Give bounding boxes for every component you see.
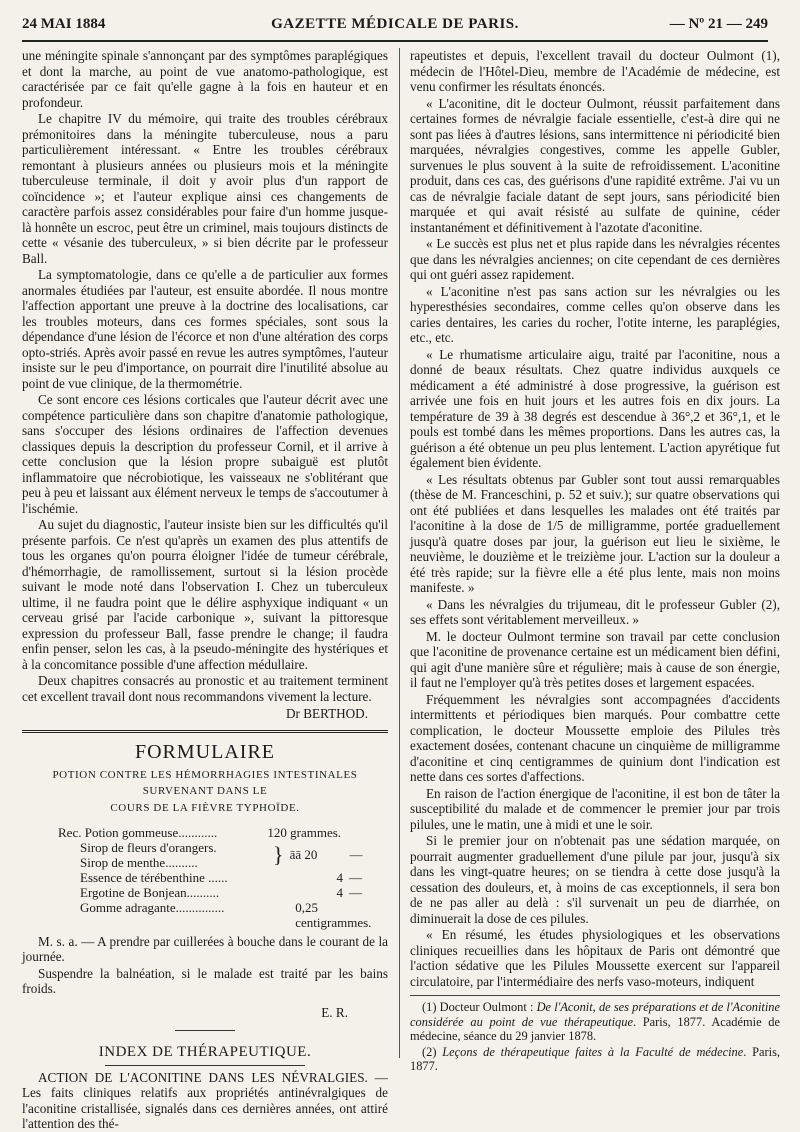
paragraph: « Dans les névralgies du trijumeau, dit le professeur Gubler (2), ses effets sont véritablement merveilleux. » <box>410 596 780 627</box>
recipe-ingredient: Essence de térébenthine ...... <box>80 869 228 885</box>
section-divider <box>22 730 388 733</box>
paragraph: Fréquemment les névralgies sont accompagnées d'accidents intermittents et périodiques bien marqués. Pour combattre cette complication, le docteur Moussette emploie des Pilules très exactement dosées, contenant chacune un cinquième de milligramme d'aconitine et cinq centigrammes de quinium dont l'indication est nette dans ces sortes d'affections. <box>410 691 780 784</box>
recipe-instructions: M. s. a. — A prendre par cuillerées à bouche dans le courant de la journée. <box>22 933 388 964</box>
paragraph: Si le premier jour on n'obtenait pas une sédation marquée, on pourrait augmenter graduellement d'une pilule par jour, jusqu'à six dans les vingt-quatre heures; on se tiendra à cette dose jusqu'à la cessation des douleurs, et, à moins de cas exceptionnels, il sera bon de ne pas aller au delà : s'il survenait un peu de diarrhée, on diminuerait la dose de ces pilules. <box>410 833 780 926</box>
recipe-row <box>58 855 273 870</box>
footnote-1 <box>410 1000 780 1044</box>
recipe-syrup-names <box>58 840 273 870</box>
footnote-text: . Paris, 1877. <box>410 1044 781 1073</box>
header-issue-page: — Nº 21 — 249 <box>669 16 768 32</box>
review-signature: Dr BERTHOD. <box>286 706 368 721</box>
recipe-row <box>58 885 388 900</box>
recipe-quantity: 4 <box>336 869 343 885</box>
short-divider <box>175 1030 235 1031</box>
footnote-text: . Paris, 1877. Académie de médecine, séance du 29 janvier 1878. <box>410 1014 781 1043</box>
footnote-text: (1) Docteur Oulmont : <box>422 1000 537 1014</box>
recipe-row <box>58 900 388 930</box>
index-title: INDEX DE THÉRAPEUTIQUE. <box>98 1044 312 1060</box>
right-column <box>410 48 781 1073</box>
recipe-list <box>58 825 388 930</box>
recipe-ingredient: Sirop de menthe.......... <box>80 854 198 870</box>
paragraph: « Les résultats obtenus par Gubler sont tout aussi remarquables (thèse de M. Franceschini, p. 52 et suiv.); sur quatre observations qui ont été publiées et dans lesquelles les malades ont été traités par l'aconitine à la dose de 1/5 de milligramme, portée graduellement jusqu'à quatre doses par jour, la guérison eut lieu le sixième, le neuvième, le douzième et le treizième jour. L'action sur la douleur a été très rapide; sur la fièvre elle a été plus lente, mais non moins manifeste. » <box>410 471 780 595</box>
index-title-underline <box>105 1065 305 1066</box>
recipe-unit: — <box>349 884 362 900</box>
paragraph: « Le succès est plus net et plus rapide dans les névralgies récentes que dans les névralgies anciennes; on cite cependant de ces dernières qui ont guéri assez rapidement. <box>410 236 780 282</box>
paragraph: En raison de l'action énergique de l'aconitine, il est bon de tâter la susceptibilité du malade et de commencer le premier jour par trois pilules, une le matin, une à midi et une le soir. <box>410 785 780 832</box>
recipe-row <box>58 870 388 885</box>
column-divider <box>399 48 400 1058</box>
paragraph: une méningite spinale s'annonçant par des symptômes paraplégiques et dont la marche, au point de vue anatomo-pathologique, est caractérisée par ce fait qu'elle gagne à la fois en hauteur et en profondeur. <box>22 48 388 110</box>
index-text: — Les faits cliniques relatifs aux propriétés antinévralgiques de l'aconitine cristallisée, signalés dans ces dernières années, ont attiré l'attention des thé- <box>22 1069 388 1131</box>
paragraph: « L'aconitine n'est pas sans action sur les névralgies ou les hyperesthésies secondaires, comme celles qu'on observe dans les caries dentaires, les caries du rocher, l'otite interne, les paraplégies, etc., etc. <box>410 283 780 345</box>
paragraph: rapeutistes et depuis, l'excellent travail du docteur Oulmont (1), médecin de l'Hôtel-Dieu, membre de l'Académie de médecine, est venu confirmer les résultats énoncés. <box>410 48 780 94</box>
paragraph: « En résumé, les études physiologiques et les observations cliniques recueillies dans les hôpitaux de Paris ont démontré que l'action sédative que les Pilules Moussette exercent sur l'appareil circulatoire, par l'intermédiaire des nerfs vaso-moteurs, indiquent <box>410 927 780 989</box>
recipe-ingredient: Rec. Potion gommeuse............ <box>58 824 218 840</box>
left-column <box>22 48 388 1131</box>
recipe-syrup-dose <box>273 840 363 870</box>
paragraph: Le chapitre IV du mémoire, qui traite des troubles cérébraux prémonitoires dans la méningite tuberculeuse, nous a paru particulièrement intéressant. « Entre les troubles cérébraux remontant à plusieurs années ou plusieurs mois et la méningite tuberculeuse terminale, il doit y avoir plus d'un rapport de coïncidence »; et l'auteur explique ainsi ces changements de caractère parfois assez considérables pour faire d'un homme jusque-là honnête un escroc, peut être un criminel, mais toujours distincts de cette « vésanie des tuberculeux, » si bien décrite par le professeur Ball. <box>22 111 388 266</box>
footnote-text: (2) <box>422 1044 443 1059</box>
recipe-ingredient: Sirop de fleurs d'orangers. <box>80 839 217 855</box>
paragraph: La symptomatologie, dans ce qu'elle a de particulier aux formes anormales étudiées par l'auteur, est ensuite abordée. Il nous montre l'affection apportant une preuve à la doctrine des localisations, car les troubles moteurs, dans ces formes spéciales, sont sous la dépendance d'une lésion de l'écorce et non d'une altération des corps opto-striés. Après avoir passé en revue les autres symptômes, l'auteur insiste sur le peu d'importance, on pourrait dire l'inutilité absolue au point de vue clinique, de la thermométrie. <box>22 267 388 391</box>
index-paragraph <box>22 1070 388 1132</box>
recipe-quantity: 0,25 centigrammes. <box>295 899 372 930</box>
paragraph: M. le docteur Oulmont termine son travail par cette conclusion que l'aconitine de provenance certaine est un médicament bien défini, qui agit d'une manière sûre et régulière; mais à cause de son énergie, il faut ne l'employer qu'à très petites doses et largement espacées. <box>410 628 780 690</box>
index-lead: ACTION DE L'ACONITINE DANS LES NÉVRALGIES. <box>38 1069 368 1085</box>
footnote-title: De l'Aconit, de ses préparations et de l'Aconitine considérée au point de vue thérapeutique <box>410 1000 780 1029</box>
recipe-syrup-group <box>58 840 388 870</box>
header-title: GAZETTE MÉDICALE DE PARIS. <box>271 16 519 32</box>
paragraph: Ce sont encore ces lésions corticales que l'auteur décrit avec une compétence particulière dans son chapitre d'anatomie pathologique, sans s'occuper des lésions ordinaires de l'affection devenues classiques depuis la description du professeur Cornil, et il arrive à cette conclusion que la lésion propre subaiguë est plutôt inflammatoire que nécrobiotique, les vaisseaux ne s'oblitérant que peu à peu et laissant aux élément nerveux le temps de s'accoutumer à l'ischémie. <box>22 392 388 516</box>
recipe-unit: — <box>349 847 363 862</box>
paragraph: « Le rhumatisme articulaire aigu, traité par l'aconitine, nous a donné de beaux résultats. Chez quatre individus auxquels ce médicament a été administré à dose progressive, la guérison est arrivée une fois en huit jours et les autres fois en dix jours. La température de 39 à 38 degrés est descendue à 36°,2 et 36°,1, et le pouls est tombé dans les mêmes proportions. Dans les autres cas, la guérison a été obtenue un peu plus lentement. L'action apyrétique fut également bien évidente. <box>410 346 780 470</box>
page-header <box>22 14 768 42</box>
recipe-ingredient: Ergotine de Bonjean.......... <box>80 884 220 900</box>
footnote-title: Leçons de thérapeutique faites à la Faculté de médecine <box>442 1044 744 1059</box>
recipe-ingredient: Gomme adragante............... <box>80 899 225 915</box>
formulaire-signature: E. R. <box>321 1004 348 1020</box>
recipe-unit: — <box>349 869 362 885</box>
recipe-row <box>58 840 273 855</box>
recipe-row <box>58 825 388 840</box>
paragraph: « L'aconitine, dit le docteur Oulmont, réussit parfaitement dans certaines formes de névralgie faciale essentielle, c'est-à dire qui ne sont pas liées à d'autres lésions, sans intermittence ni périodicité bien marquées, névralgies congestives, comme les appelle Gubler, survenues le plus souvent à la suite de refroidissement. L'aconitine produit, dans ces cas, des guérisons d'une rapidité extrême. J'ai vu un cas de névralgie faciale datant de sept jours, sans périodicité bien marquée et qui avait résisté au sulfate de quinine, céder instantanément et définitivement à l'azotate d'aconitine. <box>410 95 780 235</box>
footnote-2 <box>410 1045 780 1074</box>
footnotes <box>410 995 780 1074</box>
recipe-quantity: 4 <box>336 884 343 900</box>
header-date: 24 MAI 1884 <box>22 16 106 32</box>
recipe-quantity: āā 20 <box>289 847 318 862</box>
formulaire-subtitle-line1: POTION CONTRE LES HÉMORRHAGIES INTESTINALES SURVENANT DANS LE <box>52 769 358 797</box>
paragraph: Deux chapitres consacrés au pronostic et au traitement terminent cet excellent travail dont nous recommandons vivement la lecture. <box>22 673 388 704</box>
recipe-quantity: 120 grammes. <box>267 824 342 840</box>
formulaire-subtitle-line2: COURS DE LA FIÈVRE TYPHOÏDE. <box>110 802 300 814</box>
paragraph: Au sujet du diagnostic, l'auteur insiste bien sur les difficultés qu'il présente parfois. Ce n'est qu'après un examen des plus attentifs de tous les organes qu'on pourra éloigner l'idée de tumeur cérébrale, d'hémorrhagie, de ramollissement, surtout si la lésion procède suivant le mode noté dans l'observation I. Chez un tuberculeux ultime, il ne faudra point que le délire asphyxique indiquant « un cerveau grisé par l'acide carbonique », suivant la pittoresque expression du professeur Ball, fasse prendre le change; il faudra enfin penser, selon les cas, à la pseudo-méningite des hystériques et à la concomitance possible d'une affection médullaire. <box>22 517 388 672</box>
brace-icon: } <box>273 842 284 867</box>
recipe-note: Suspendre la balnéation, si le malade est traité par les bains froids. <box>22 965 388 996</box>
formulaire-title: FORMULAIRE <box>134 740 275 763</box>
